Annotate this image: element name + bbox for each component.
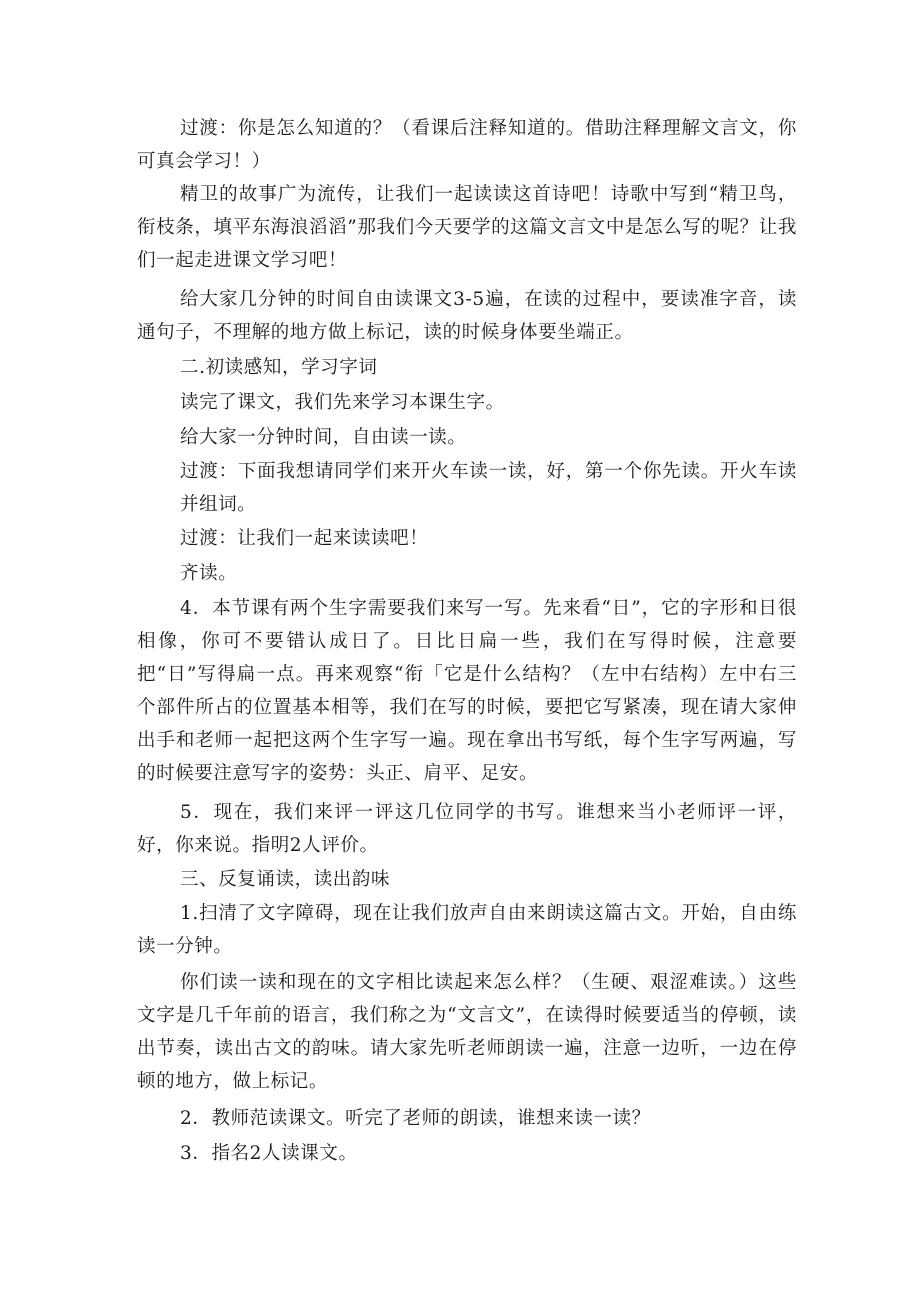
paragraph-step-3-student-reading: 3．指名2人读课文。 xyxy=(180,1143,358,1164)
paragraph-new-characters: 读完了课文，我们先来学习本课生字。 xyxy=(180,392,505,413)
paragraph-jingwei-story: 精卫的故事广为流传，让我们一起读读这首诗吧！诗歌中写到“精卫鸟，衔枝条，填平东海浪滔滔”那我们今天要学的这篇文言文中是怎么写的呢？让我们一起走进课文学习吧！ xyxy=(137,184,797,271)
paragraph-transition-1: 过渡：你是怎么知道的？（看课后注释知道的。借助注释理解文言文，你可真会学习！） xyxy=(137,118,797,172)
paragraph-step-2-model-reading: 2．教师范读课文。听完了老师的朗读，谁想来读一读？ xyxy=(180,1108,651,1129)
paragraph-one-minute: 给大家一分钟时间，自由读一读。 xyxy=(180,427,467,448)
paragraph-step-5-evaluation: 5．现在，我们来评一评这几位同学的书写。谁想来当小老师评一评，好，你来说。指明2人评价。 xyxy=(137,802,797,856)
paragraph-step-4-writing: 4．本节课有两个生字需要我们来写一写。先来看“日”，它的字形和日很相像，你可不要错认成日了。日比日扁一些，我们在写得时候，注意要把“日”写得扁一点。再来观察“衔「它是什么结构？（左中右结构）左中右三个部件所占的位置基本相等，我们在写的时候，要把它写紧凑，现在请大家伸出手和老师一起把这两个生字写一遍。现在拿出书写纸，每个生字写两遍，写的时候要注意写字的姿势：头正、肩平、足安。 xyxy=(137,598,797,784)
paragraph-step-1-reading: 1.扫清了文字障碍，现在让我们放声自由来朗读这篇古文。开始，自由练读一分钟。 xyxy=(137,903,797,957)
paragraph-transition-read-together: 过渡：让我们一起来读读吧！ xyxy=(180,528,429,549)
section-heading-2: 二.初读感知，学习字词 xyxy=(180,357,378,378)
paragraph-free-reading: 给大家几分钟的时间自由读课文3-5遍，在读的过程中，要读准字音，读通句子，不理解的地方做上标记，读的时候身体要坐端正。 xyxy=(137,289,797,343)
paragraph-read-together: 齐读。 xyxy=(180,563,238,584)
paragraph-classical-chinese: 你们读一读和现在的文字相比读起来怎么样？（生硬、艰涩难读。）这些文字是几千年前的语言，我们称之为“文言文”，在读得时候要适当的停顿，读出节奏，读出古文的韵味。请大家先听老师朗读一遍，注意一边听，一边在停顿的地方，做上标记。 xyxy=(137,972,797,1092)
paragraph-train-reading: 过渡：下面我想请同学们来开火车读一读，好，第一个你先读。开火车读并组词。 xyxy=(180,461,797,515)
section-heading-3: 三、反复诵读，读出韵味 xyxy=(180,869,391,890)
